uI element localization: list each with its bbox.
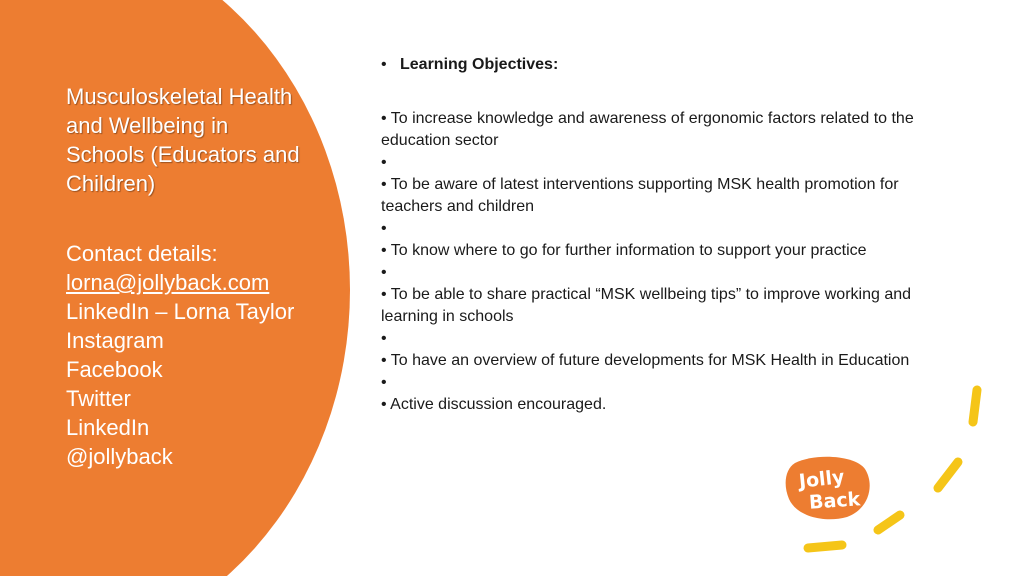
objective-item: • To be able to share practical “MSK wellbeing tips” to improve working and learning in schools xyxy=(381,286,912,325)
objective-item: • To have an overview of future developments for MSK Health in Education xyxy=(381,352,910,369)
contact-heading: Contact details: xyxy=(66,241,218,266)
left-panel xyxy=(66,82,366,471)
logo-text-line2: Back xyxy=(808,488,861,514)
contact-handle: @jollyback xyxy=(66,444,173,469)
objectives-panel xyxy=(381,54,941,416)
heading-bullet: • xyxy=(381,56,387,73)
objectives-heading xyxy=(381,54,941,76)
contact-link-instagram[interactable]: Instagram xyxy=(66,328,164,353)
objectives-heading-text: Learning Objectives: xyxy=(400,56,559,73)
objective-empty-bullet: • xyxy=(381,264,387,281)
objective-item: • To increase knowledge and awareness of ergonomic factors related to the education sector xyxy=(381,110,914,149)
objective-empty-bullet: • xyxy=(381,154,387,171)
slide-title: Musculoskeletal Health and Wellbeing in Schools (Educators and Children) xyxy=(66,84,300,196)
objective-empty-bullet: • xyxy=(381,220,387,237)
contact-link-facebook[interactable]: Facebook xyxy=(66,357,163,382)
objective-item: • To know where to go for further information to support your practice xyxy=(381,242,867,259)
logo-text-line1: Jolly xyxy=(797,466,846,493)
contact-link-twitter[interactable]: Twitter xyxy=(66,386,131,411)
contact-link-linkedin[interactable]: LinkedIn xyxy=(66,415,150,440)
contact-link-linkedin-lorna[interactable]: LinkedIn – Lorna Taylor xyxy=(66,299,295,324)
objective-empty-bullet: • xyxy=(381,330,387,347)
contact-details xyxy=(66,239,366,471)
email-link[interactable]: lorna@jollyback.com xyxy=(66,270,270,295)
jolly-back-logo xyxy=(785,455,871,526)
objective-item: • Active discussion encouraged. xyxy=(381,396,607,413)
objectives-list xyxy=(381,108,941,416)
objective-item: • To be aware of latest interventions supporting MSK health promotion for teachers and children xyxy=(381,176,899,215)
objective-empty-bullet: • xyxy=(381,374,387,391)
